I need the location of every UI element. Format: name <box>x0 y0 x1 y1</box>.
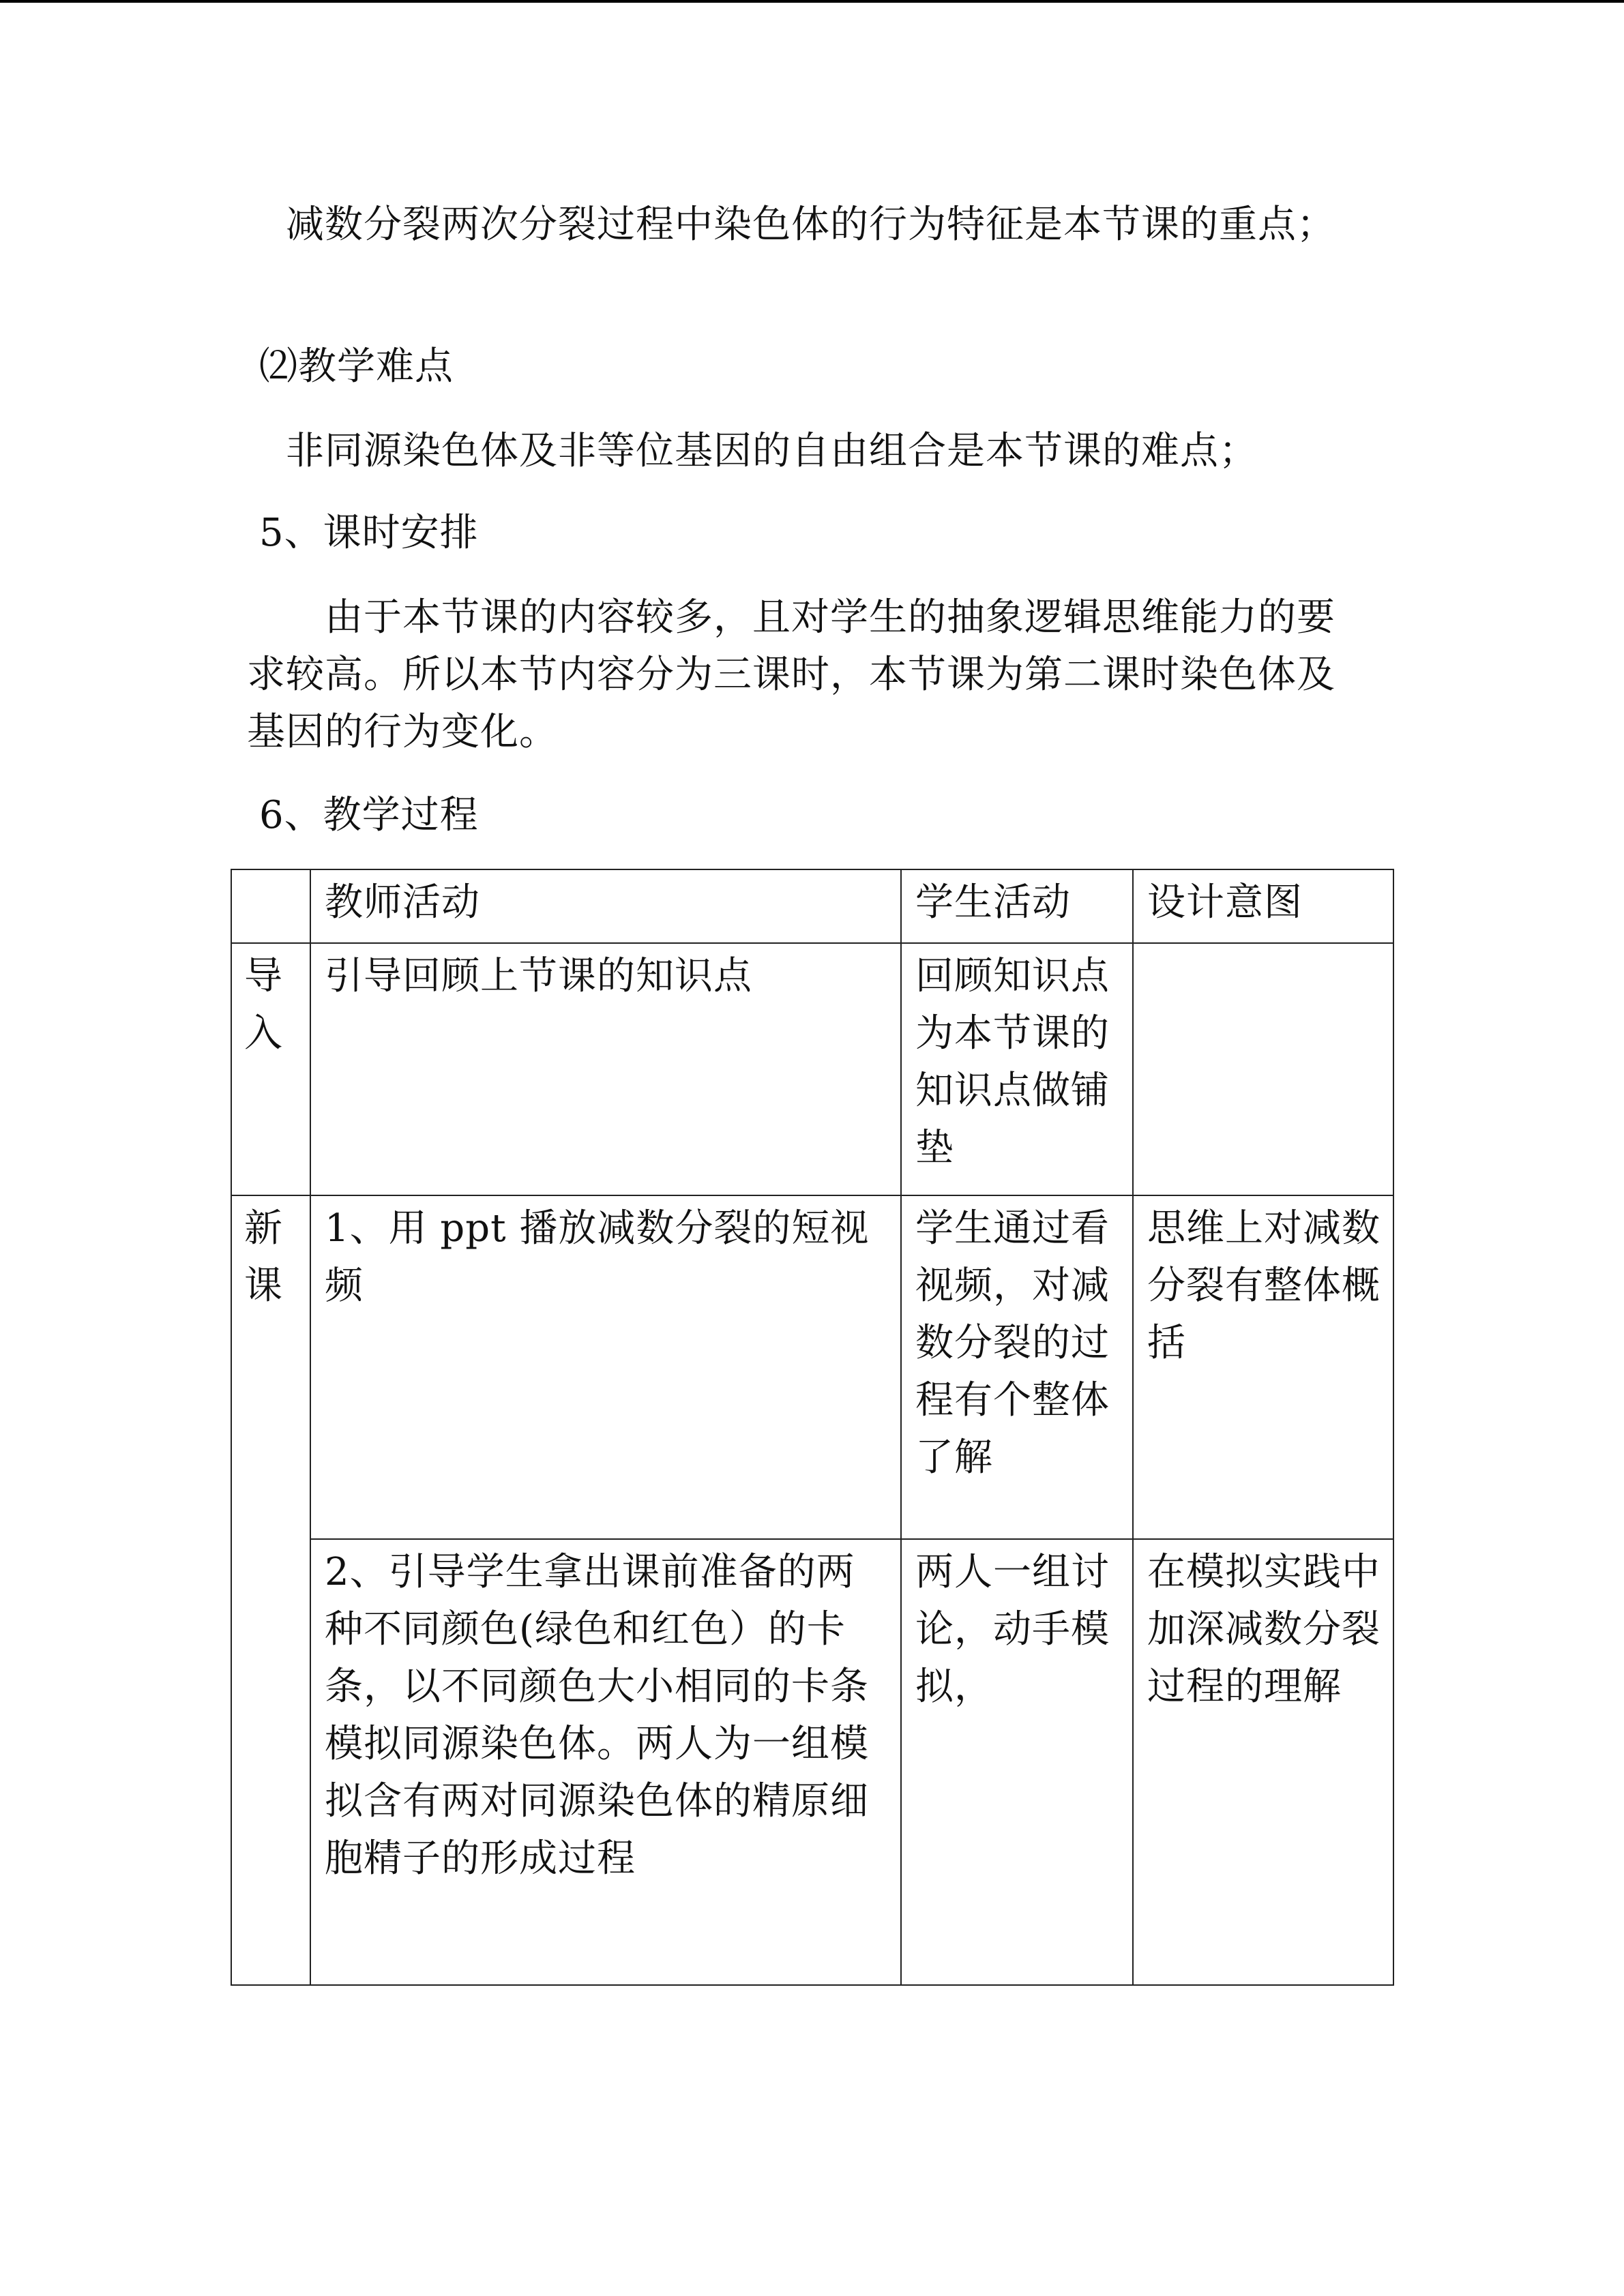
key-point-paragraph: 减数分裂两次分裂过程中染色体的行为特征是本节课的重点； <box>247 203 1335 247</box>
page-top-border <box>0 0 1624 3</box>
header-student-activity: 学生活动 <box>901 869 1133 943</box>
stage-cell-new-lesson: 新课 <box>231 1195 310 1985</box>
header-design-intent: 设计意图 <box>1133 869 1393 943</box>
teacher-activity-cell: 2、引导学生拿出课前准备的两种不同颜色(绿色和红色）的卡条，以不同颜色大小相同的卡条模拟同源染色体。两人为一组模拟含有两对同源染色体的精原细胞精子的形成过程 <box>310 1539 901 1985</box>
design-intent-cell: 思维上对减数分裂有整体概括 <box>1133 1195 1393 1539</box>
table-row <box>231 943 1393 1195</box>
difficulty-paragraph: 非同源染色体及非等位基因的自由组合是本节课的难点； <box>247 429 1258 473</box>
teaching-process-table <box>231 869 1394 1986</box>
table-row <box>231 1195 1393 1539</box>
design-intent-cell: 在模拟实践中加深减数分裂过程的理解 <box>1133 1539 1393 1985</box>
design-intent-cell <box>1133 943 1393 1195</box>
table-row <box>231 1539 1393 1985</box>
process-heading: 6、教学过程 <box>259 793 479 837</box>
table-header-row <box>231 869 1393 943</box>
student-activity-cell: 回顾知识点为本节课的知识点做铺垫 <box>901 943 1133 1195</box>
difficulty-heading: ⑵教学难点 <box>259 344 454 389</box>
schedule-paragraph: 由于本节课的内容较多，且对学生的抽象逻辑思维能力的要求较高。所以本节内容分为三课时，本节课为第二课时染色体及基因的行为变化。 <box>247 595 1335 754</box>
header-stage-cell <box>231 869 310 943</box>
student-activity-cell: 学生通过看视频，对减数分裂的过程有个整体了解 <box>901 1195 1133 1539</box>
teacher-activity-cell: 1、用 ppt 播放减数分裂的短视频 <box>310 1195 901 1539</box>
header-teacher-activity: 教师活动 <box>310 869 901 943</box>
stage-cell-intro: 导入 <box>231 943 310 1195</box>
teacher-activity-cell: 引导回顾上节课的知识点 <box>310 943 901 1195</box>
schedule-heading: 5、课时安排 <box>259 511 479 555</box>
student-activity-cell: 两人一组讨论，动手模拟， <box>901 1539 1133 1985</box>
